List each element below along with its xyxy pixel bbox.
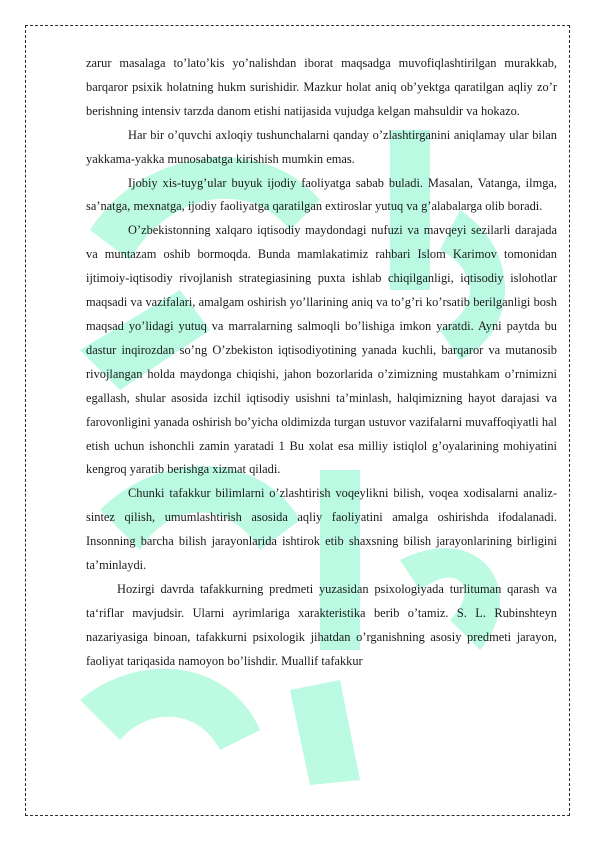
paragraph-uzbekistan-economy: O’zbekistonning xalqaro iqtisodiy maydondagi nufuzi va mavqeyi sezilarli darajada va muntazam oshib bormoqda. Bunda mamlakatimiz rahbari Islom Karimov tomonidan ijtimoiy-iqtisodiy rivojlanish strategiasining puxta ishlab chiqilganligi, iqtisodiy islohotlar maqsadi va vazifalari, amalgam oshirish yo’llarining aniq va to’g’ri ko’rsatib berilganligi bosh maqsad yo’lidagi yutuq va marralarning salmoqli bo’lishiga imkon yaratdi. Ayni paytda bu dastur inqirozdan so’ng O’zbekiston iqtisodiyotining yanada kuchli, barqaror va mutanosib rivojlangan holda maydonga chiqishi, jahon bozorlarida o’zimizning mustahkam o’rnimizni egallash, shular asosida izchil iqtisodiy usishni ta’minlash, halqimizning hayot darajasi va farovonligini yanada oshirish bo’yicha oldimizda turgan ustuvor vazifalarni muvaffoqiyatli hal etish uchun ishonchli zamin yaratadi 1 Bu xolat esa milliy istiqlol g’oyalarining mohiyatini kengroq yaratib berishga xizmat qiladi. bbox=[86, 223, 557, 477]
paragraph-continuation: zarur masalaga to’lato’kis yo’nalishdan iborat maqsadga muvofiqlashtirilgan murakkab, barqaror psixik holatning hukm surishidir. Mazkur holat aniq ob’yektga qaratilgan aqliy zo’r berishning intensiv tarzda danom etishi natijasida vujudga kelgan mahsuldir va hokazo. bbox=[86, 56, 557, 118]
document-body bbox=[86, 52, 557, 674]
paragraph-thinking-knowledge: Chunki tafakkur bilimlarni o’zlashtirish voqeylikni bilish, voqea xodisalarni analiz-sintez qilish, umumlashtirish asosida aqliy faoliyatini amalga oshirishda ifodalanadi. Insonning barcha bilish jarayonlarida ishtirok etib shaxsning bilish jarayonlarining birligini ta’minlaydi. bbox=[86, 486, 557, 573]
paragraph-moral-concepts: Har bir o’quvchi axloqiy tushunchalarni qanday o’zlashtirganini aniqlamay ular bilan yakkama-yakka munosabatga kirishish mumkin emas. bbox=[86, 127, 557, 166]
paragraph-positive-emotions: Ijobiy xis-tuyg’ular buyuk ijodiy faoliyatga sabab buladi. Masalan, Vatanga, ilmga, sa’natga, mexnatga, ijodiy faoliyatga qaratilgan extiroslar yutuq va g’alabalarga olib boradi. bbox=[86, 175, 557, 214]
paragraph-thinking-subject: Hozirgi davrda tafakkurning predmeti yuzasidan psixologiyada turlituman qarash va ta‘riflar mavjudsir. Ularni ayrimlariga xarakteristika berib o’tamiz. S. L. Rubinshteyn nazariyasiga binoan, tafakkurni psixologik jihatdan o’rganishning asosiy predmeti jarayon, faoliyat tariqasida namoyon bo’lishdir. Muallif tafakkur bbox=[86, 581, 557, 668]
